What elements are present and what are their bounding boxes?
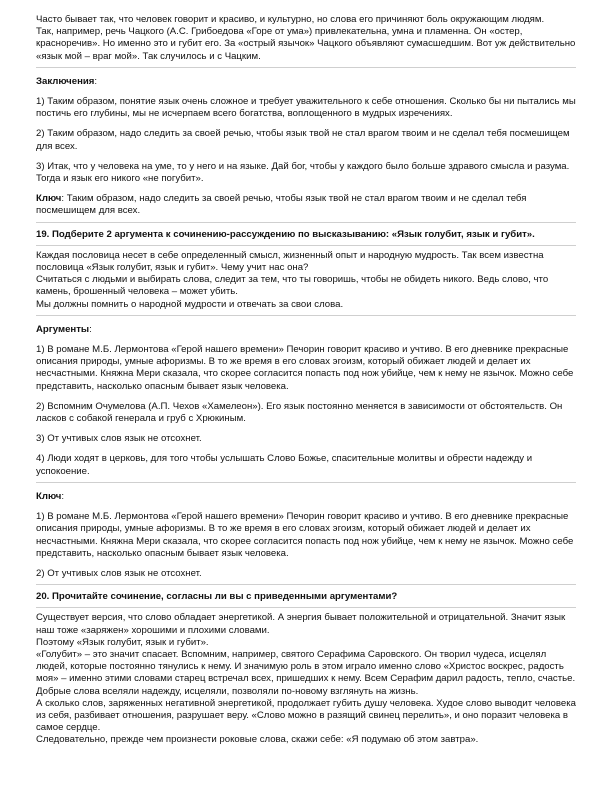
key-paragraph (36, 193, 576, 217)
key-item-2: 2) От учтивых слов язык не отсохнет. (36, 567, 202, 579)
argument-item-1: 1) В романе М.Б. Лермонтова «Герой нашего времени» Печорин говорит красиво и учтиво. В его дневнике прекрасные описания природы, умные афоризмы. В то же время в его словах эгоизм, который обижает людей и делает их несчастными. Княжна Мери сказала, что скорее согласится попасть под нож убийце, чем к нему не язычок. Можно себе представить, насколько опасным бывает язык человека. (36, 344, 574, 392)
task-20-line-4: А сколько слов, заряженных негативной энергетикой, продолжает губить душу человека. Худое слово выводит человека из себя, разбивает отношения, разрушает веру. «Слово можно в разящий свинец перелить», и оно поразит человека в самое сердце. (36, 697, 576, 734)
key-heading-label: Ключ (36, 490, 62, 502)
task-20-line-1: Существует версия, что слово обладает энергетикой. А энергия бывает положительной и отрицательной. Значит язык наш тоже «заряжен» хорошими и плохими словами. (36, 612, 566, 636)
divider (36, 315, 576, 316)
divider (36, 482, 576, 483)
divider (36, 607, 576, 608)
key-text: : Таким образом, надо следить за своей речью, чтобы язык твой не стал врагом твоим и не сделал тебя посмешищем для всех. (36, 193, 527, 217)
intro-paragraph-2: Так, например, речь Чацкого (А.С. Грибоедова «Горе от ума») привлекательна, умна и пламенна. Он «остер, красноречив». Но именно это и губит его. За «острый язычок» Чацкого объявляют сумасшедшим. Вот уж действительно «язык мой – враг мой». Так случилось и с Чацким. (36, 26, 576, 62)
task-19-text-1: Каждая пословица несет в себе определенный смысл, жизненный опыт и народную мудрость. Так всем известна пословица «Язык голубит, язык и губит». Чему учит нас она? (36, 249, 544, 274)
key-label: Ключ (36, 193, 62, 205)
argument-item-4: 4) Люди ходят в церковь, для того чтобы услышать Слово Божье, спасительные молитвы и обрести надежду и успокоение. (36, 453, 533, 477)
task-20-line-3: «Голубит» – это значит спасает. Вспомним, например, святого Серафима Саровского. Он творил чудеса, исцелял людей, которые постоянно тянулись к нему. И значимую роль в этом играло именно слово «Христос воскрес, радость моя» – именно этими словами старец встречал всех, пришедших к нему. Всем Серафим дарил радость, тепло, счастье. Добрые слова вселяли надежду, исцеляли, позволяли по-новому взглянуть на жизнь. (36, 648, 576, 697)
task-20-line-5: Следовательно, прежде чем произнести роковые слова, скажи себе: «Я подумаю об этом завтра». (36, 734, 479, 746)
argument-item-3: 3) От учтивых слов язык не отсохнет. (36, 433, 202, 445)
conclusion-item-3: 3) Итак, что у человека на уме, то у него и на языке. Дай бог, чтобы у каждого было больше здравого смысла и разума. Тогда и язык его никого «не погубит». (36, 160, 570, 185)
task-20-line-2: Поэтому «Язык голубит, язык и губит». (36, 636, 209, 648)
arguments-heading (36, 324, 576, 336)
conclusions-heading-colon: : (94, 75, 98, 87)
task-20-title: 20. Прочитайте сочинение, согласны ли вы с приведенными аргументами? (36, 591, 398, 603)
divider (36, 245, 576, 246)
key-item-1: 1) В романе М.Б. Лермонтова «Герой нашего времени» Печорин говорит красиво и учтиво. В его дневнике прекрасные описания природы, умные афоризмы. В то же время в его словах эгоизм, который обижает людей и делает их несчастными. Княжна Мери сказала, что скорее согласится попасть под нож убийце, чем к нему не язычок. Можно себе представить, насколько опасным бывает язык человека. (36, 511, 574, 559)
key-heading-colon: : (61, 490, 65, 502)
divider (36, 222, 576, 223)
intro-paragraph-1: Часто бывает так, что человек говорит и красиво, и культурно, но слова его причиняют боль окружающим людям. (36, 14, 545, 25)
key-heading (36, 491, 576, 503)
arguments-heading-label: Аргументы (36, 323, 90, 335)
argument-item-2: 2) Вспомним Очумелова (А.П. Чехов «Хамелеон»). Его язык постоянно меняется в зависимости от обстоятельств. Он ласков с собакой генерала и груб с Хрюкиным. (36, 400, 563, 425)
divider (36, 67, 576, 68)
document-page (36, 14, 576, 747)
divider (36, 584, 576, 585)
arguments-heading-colon: : (89, 323, 92, 335)
task-19-text-2: Считаться с людьми и выбирать слова, следит за тем, что ты говоришь, чтобы не обидеть никого. Ведь слово, что камень, брошенный человека – может убить. (36, 274, 549, 298)
conclusion-item-2: 2) Таким образом, надо следить за своей речью, чтобы язык твой не стал врагом твоим и не сделал тебя посмешищем для всех. (36, 128, 570, 152)
conclusions-heading (36, 76, 576, 88)
conclusions-heading-label: Заключения (36, 75, 95, 87)
conclusion-item-1: 1) Таким образом, понятие язык очень сложное и требует уважительного к себе отношения. Сколько бы ни пытались мы постичь его глубины, мы не исчерпаем всего богатства, воплощенного в мудрых изречениях. (36, 96, 576, 120)
task-19-text-3: Мы должны помнить о народной мудрости и отвечать за свои слова. (36, 298, 344, 310)
task-19-title: 19. Подберите 2 аргумента к сочинению-рассуждению по высказыванию: «Язык голубит, язык и губит». (36, 228, 535, 240)
